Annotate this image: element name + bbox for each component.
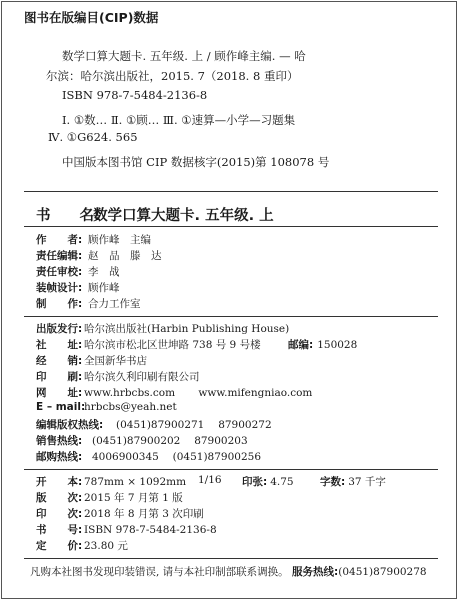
credit-designer xyxy=(36,280,120,295)
field-label: 定 价: xyxy=(36,540,83,552)
publisher-postcode xyxy=(288,337,357,352)
spec-edition xyxy=(36,490,183,505)
credit-label: 责任编辑: xyxy=(36,250,83,262)
publisher-sales-hotline xyxy=(36,433,248,448)
divider-credits xyxy=(24,316,438,317)
divider-top xyxy=(24,191,438,192)
credit-production xyxy=(36,296,141,311)
website-link[interactable]: www.hrbcbs.com xyxy=(84,387,176,399)
field-label: 出版发行: xyxy=(36,323,83,335)
book-title-value: 数学口算大题卡. 五年级. 上 xyxy=(93,208,274,224)
cip-heading: 图书在版编目(CIP)数据 xyxy=(24,10,159,25)
book-title-label: 书 名: xyxy=(36,208,100,224)
footer-notice-row xyxy=(30,564,427,579)
publisher-issue xyxy=(36,321,289,336)
spec-price xyxy=(36,538,128,553)
field-value: 4006900345 (0451)87900256 xyxy=(92,451,261,463)
cip-line-3: ISBN 978-7-5484-2136-8 xyxy=(62,88,208,102)
credit-value: 李 战 xyxy=(88,266,120,278)
credit-value: 合力工作室 xyxy=(88,298,141,310)
publisher-rights-hotline xyxy=(36,417,272,432)
cip-line-2: 尔滨：哈尔滨出版社，2015. 7（2018. 8 重印） xyxy=(46,69,299,83)
publisher-printer xyxy=(36,369,200,384)
email-link[interactable]: hrbcbs@yeah.net xyxy=(84,401,177,413)
field-value: 37 千字 xyxy=(348,476,386,488)
field-label: 邮编: xyxy=(288,339,314,351)
credit-label: 制 作: xyxy=(36,298,83,310)
field-value: 全国新华书店 xyxy=(84,355,147,367)
footer-phone-label: 服务热线: xyxy=(292,566,339,578)
publisher-distributor xyxy=(36,353,147,368)
field-label: 版 次: xyxy=(36,492,83,504)
field-label: 字数: xyxy=(320,476,346,488)
field-value: 150028 xyxy=(317,339,358,351)
divider-publisher xyxy=(24,469,438,470)
field-label: E – mail: xyxy=(36,401,86,413)
credit-author xyxy=(36,232,151,247)
book-title-row xyxy=(36,204,274,225)
field-value: 2015 年 7 月第 1 版 xyxy=(84,492,183,504)
footer-phone-value: (0451)87900278 xyxy=(338,566,427,578)
field-value: ISBN 978-7-5484-2136-8 xyxy=(84,524,217,536)
field-label: 网 址: xyxy=(36,387,83,399)
field-label: 印 刷: xyxy=(36,371,83,383)
credit-value: 顾作峰 xyxy=(88,282,120,294)
field-label: 销售热线: xyxy=(36,435,83,447)
spec-fold: 1/16 xyxy=(198,474,222,486)
field-value: 23.80 元 xyxy=(84,540,128,552)
credit-value: 赵 品 滕 达 xyxy=(88,250,162,262)
field-label: 开 本: xyxy=(36,476,83,488)
field-label: 印 次: xyxy=(36,508,83,520)
spec-format xyxy=(36,474,186,489)
spec-printing xyxy=(36,506,204,521)
field-value: (0451)87900271 87900272 xyxy=(116,419,272,431)
credit-value: 顾作峰 主编 xyxy=(88,234,151,246)
publisher-email xyxy=(36,401,177,413)
field-value: 哈尔滨久利印刷有限公司 xyxy=(84,371,200,383)
credit-label: 作 者: xyxy=(36,234,83,246)
publisher-website xyxy=(36,385,312,400)
cip-line-5: Ⅳ. ①G624. 565 xyxy=(48,130,138,144)
field-label: 邮购热线: xyxy=(36,451,83,463)
field-value: 787mm × 1092mm xyxy=(84,476,187,488)
field-label: 编辑版权热线: xyxy=(36,419,104,431)
field-value: 哈尔滨市松北区世坤路 738 号 9 号楼 xyxy=(84,339,261,351)
publisher-address xyxy=(36,337,261,352)
credit-label: 装帧设计: xyxy=(36,282,83,294)
field-value: (0451)87900202 87900203 xyxy=(92,435,248,447)
credit-editor xyxy=(36,248,162,263)
divider-bottom xyxy=(24,558,438,559)
field-label: 书 号: xyxy=(36,524,83,536)
spec-sheets xyxy=(242,474,294,489)
publisher-mail-hotline xyxy=(36,449,261,464)
spec-words xyxy=(320,474,386,489)
cip-line-6: 中国版本图书馆 CIP 数据核字(2015)第 108078 号 xyxy=(62,155,330,169)
field-value: 4.75 xyxy=(270,476,294,488)
field-value: 2018 年 8 月第 3 次印刷 xyxy=(84,508,204,520)
cip-line-4: Ⅰ. ①数… Ⅱ. ①顾… Ⅲ. ①速算—小学—习题集 xyxy=(62,113,296,127)
field-label: 社 址: xyxy=(36,339,83,351)
footer-notice: 凡购本社图书发现印装错误, 请与本社印制部联系调换。 xyxy=(30,566,289,578)
field-label: 印张: xyxy=(242,476,268,488)
copyright-page xyxy=(1,1,457,599)
field-value: 哈尔滨出版社(Harbin Publishing House) xyxy=(84,323,290,335)
credit-proofreader xyxy=(36,264,120,279)
website-link[interactable]: www.mifengniao.com xyxy=(198,387,313,399)
credit-label: 责任审校: xyxy=(36,266,83,278)
divider-title xyxy=(24,226,438,227)
field-label: 经 销: xyxy=(36,355,83,367)
spec-isbn xyxy=(36,522,217,537)
cip-line-1: 数学口算大题卡. 五年级. 上 / 顾作峰主编. — 哈 xyxy=(62,49,306,63)
